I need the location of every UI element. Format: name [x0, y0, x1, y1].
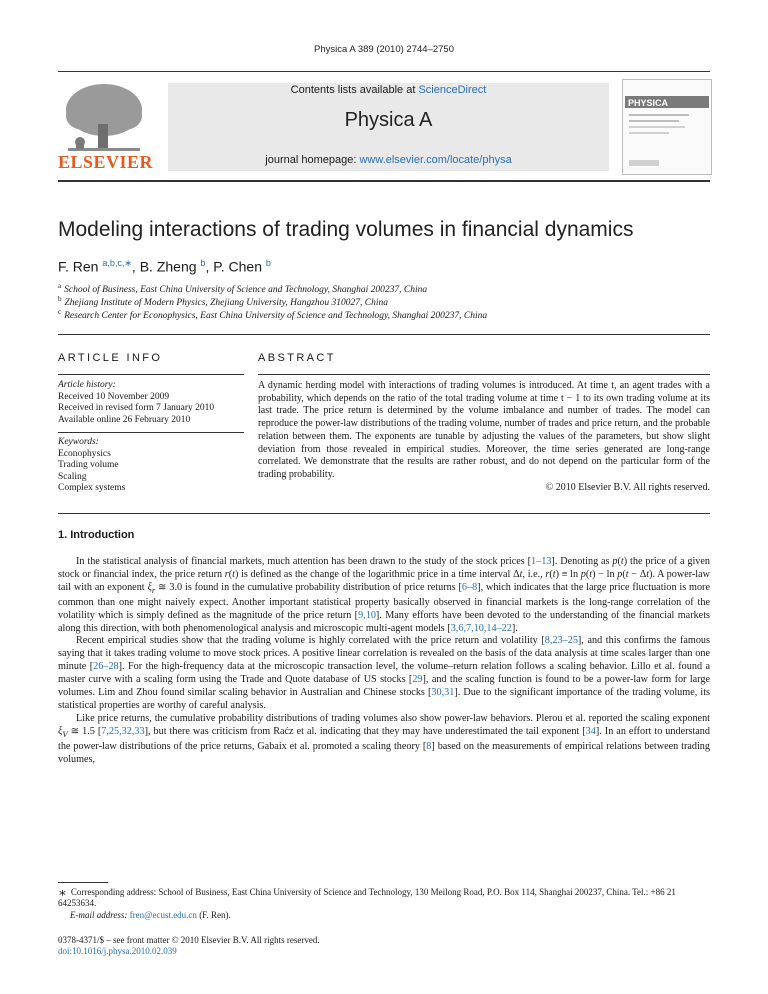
author-list: F. Ren $^{a,b,c,∗}$, B. Zheng $^b$, P. Chen $^b$	[58, 258, 271, 275]
affiliation-marker: b	[58, 295, 62, 303]
author-name: F. Ren	[58, 258, 99, 275]
abstract-heading: ABSTRACT	[258, 352, 336, 364]
footnote-marker: ∗	[58, 885, 67, 900]
history-revised: Received in revised form 7 January 2010	[58, 403, 215, 414]
sciencedirect-link[interactable]: ScienceDirect	[418, 84, 487, 96]
article-history	[58, 380, 244, 426]
affiliation-marker: c	[58, 308, 62, 316]
footnote	[58, 887, 710, 921]
keyword: Trading volume	[58, 460, 119, 471]
citation-link[interactable]: 29	[412, 674, 423, 686]
section-heading-introduction: 1. Introduction	[58, 529, 135, 541]
cover-title: PHYSICA	[628, 98, 669, 108]
homepage-link[interactable]: www.elsevier.com/locate/physa	[359, 154, 512, 166]
cover-graphic	[623, 80, 711, 174]
affiliation	[58, 282, 427, 295]
article-title: Modeling interactions of trading volumes in financial dynamics	[58, 218, 634, 241]
article-info-rule	[58, 374, 244, 375]
citation-link[interactable]: 3,6,7,10,14–22	[450, 622, 512, 634]
citation-link[interactable]: 1–13	[531, 556, 552, 567]
abstract-text: A dynamic herding model with interactions of trading volumes is introduced. At time t, an agent trades with a probability, which depends on the ratio of the total trading volume at time t − 1 to its own trading volume at its last trade. The price return is determined by the volume imbalance and number of trades. The model can reproduce the power-law distributions of the trading volume, number of trades and price return, and the probable relation between them. The exponents are tunable by adjusting the values of the parameters, but show slight deviation from those revealed in empirical studies. Moreover, the time series generated are long-range correlated. We demonstrate that the results are rather robust, and do not depend on the particular form of the trading probability.	[258, 380, 710, 480]
affiliation-marker: a	[58, 282, 62, 290]
keyword: Scaling	[58, 471, 87, 482]
email-label: E-mail address:	[70, 909, 130, 920]
corresponding-author-note	[58, 887, 710, 910]
citation-link[interactable]: 30,31	[431, 687, 455, 699]
history-received: Received 10 November 2009	[58, 391, 170, 402]
front-matter-notice	[58, 935, 710, 958]
author-name: P. Chen	[213, 258, 262, 275]
affiliation-text: School of Business, East China University of Science and Technology, Shanghai 200237, China	[64, 285, 428, 296]
abstract-rule	[258, 374, 710, 375]
journal-reference: Physica A 389 (2010) 2744–2750	[314, 44, 454, 55]
keyword: Complex systems	[58, 483, 126, 494]
affiliation	[58, 295, 388, 308]
author-affiliation-marker[interactable]: a,b,c,∗	[102, 258, 132, 268]
footnote-rule	[58, 882, 108, 883]
journal-homepage	[168, 154, 609, 166]
email-link[interactable]: fren@ecust.edu.cn	[129, 909, 197, 920]
citation-link[interactable]: 8,23–25	[544, 635, 578, 647]
elsevier-wordmark: ELSEVIER	[58, 152, 154, 172]
front-matter-rule	[58, 513, 710, 514]
header-bottom-rule	[58, 180, 710, 182]
affiliation	[58, 308, 487, 321]
author-affiliation-marker[interactable]: b	[265, 258, 271, 268]
citation-link[interactable]: 9,10	[358, 609, 376, 621]
article-info-heading: ARTICLE INFO	[58, 352, 163, 364]
citation-link[interactable]: 8	[426, 740, 432, 752]
email-suffix: (F. Ren).	[196, 909, 231, 920]
contents-prefix: Contents lists available at	[290, 84, 419, 96]
keywords	[58, 437, 244, 495]
citation-link[interactable]: 34	[585, 725, 596, 737]
abstract-copyright: © 2010 Elsevier B.V. All rights reserved.	[545, 481, 710, 493]
author-name: B. Zheng	[139, 258, 197, 275]
history-online: Available online 26 February 2010	[58, 414, 191, 425]
abstract-body	[258, 380, 710, 494]
author-affiliation-marker[interactable]: b	[200, 258, 206, 268]
keyword: Econophysics	[58, 448, 111, 459]
intro-paragraph-3: Like price returns, the cumulative probability distributions of trading volumes also show power-law behaviors. Plerou et al. reported the scaling exponent $\xi_V$ ≅ 1.5 [7,25,32,33], but there was criticism from Raćz et al. indicating that they may have underestimated the tail exponent [34]. In an effort to understand the power-law distributions of the price returns, Gabaix et al. promoted a scaling theory [8] based on the measurements of empirical relations between trading volumes,	[58, 712, 710, 765]
introduction-body	[58, 556, 710, 767]
contents-availability	[168, 84, 609, 96]
article-history-label: Article history:	[58, 380, 116, 390]
affiliation-rule	[58, 334, 710, 335]
intro-paragraph-2: Recent empirical studies show that the trading volume is highly correlated with the price return and volatility [8,23–25], and this confirms the famous saying that it takes trading volume to move stock prices. A positive linear correlation is revealed on the basis of the data analysis at time scales larger than one minute [26–28]. For the high-frequency data at the microscopic transaction level, the volume–return relation follows a scaling behavior. Lillo et al. found a master curve with a scaling form using the Trade and Quote database of US stocks [29], and the scaling function is found to be a power-law form for large volumes. Lim and Zhou found similar scaling behavior in Australian and Chinese stocks [30,31]. Due to the significant importance of the trading volume, its statistical properties are worthy of careful analysis.	[58, 635, 711, 711]
corresponding-address: Corresponding address: School of Business, East China University of Science and Technology, 130 Meilong Road, P.O. Box 114, Shanghai 200237, China. Tel.: +86 21 64253634.	[58, 887, 676, 909]
email-line	[58, 910, 710, 921]
citation-link[interactable]: 6–8	[461, 581, 478, 593]
intro-paragraph-1: In the statistical analysis of financial markets, much attention has been drawn to the study of the stock prices [1–13]. Denoting as p(t) the price of a given stock or financial index, the price return r(t) is defined as the change of the logarithmic price in a time interval Δt, i.e., r(t) ≡ ln p(t) − ln p(t − Δt). A power-law tail with an exponent $\xi_r$ ≅ 3.0 is found in the cumulative probability distribution of price returns [6–8], which indicates that the large price fluctuation is more common than one might naively expect. Another important statistical property basically observed in financial markets is the long-range correlation of the volatility which is simply defined as the magnitude of the price return [9,10]. Many efforts have been devoted to the understanding of the financial markets along this direction, with both phenomenological analysis and microscopic multi-agent models [3,6,7,10,14–22].	[58, 556, 711, 634]
journal-name: Physica A	[344, 109, 433, 131]
keywords-label: Keywords:	[58, 437, 99, 447]
issn-line: 0378-4371/$ – see front matter © 2010 Elsevier B.V. All rights reserved.	[58, 935, 320, 945]
homepage-prefix: journal homepage:	[265, 154, 360, 166]
keywords-rule	[58, 432, 244, 433]
header-top-rule	[58, 71, 710, 72]
journal-cover-thumbnail	[622, 79, 712, 175]
citation-link[interactable]: 7,25,32,33	[101, 725, 145, 737]
doi-link[interactable]: doi:10.1016/j.physa.2010.02.039	[58, 946, 177, 957]
affiliation-text: Research Center for Econophysics, East China University of Science and Technology, Shanghai 200237, China	[64, 311, 488, 322]
affiliation-text: Zhejiang Institute of Modern Physics, Zhejiang University, Hangzhou 310027, China	[64, 298, 389, 309]
citation-link[interactable]: 26–28	[93, 661, 119, 673]
